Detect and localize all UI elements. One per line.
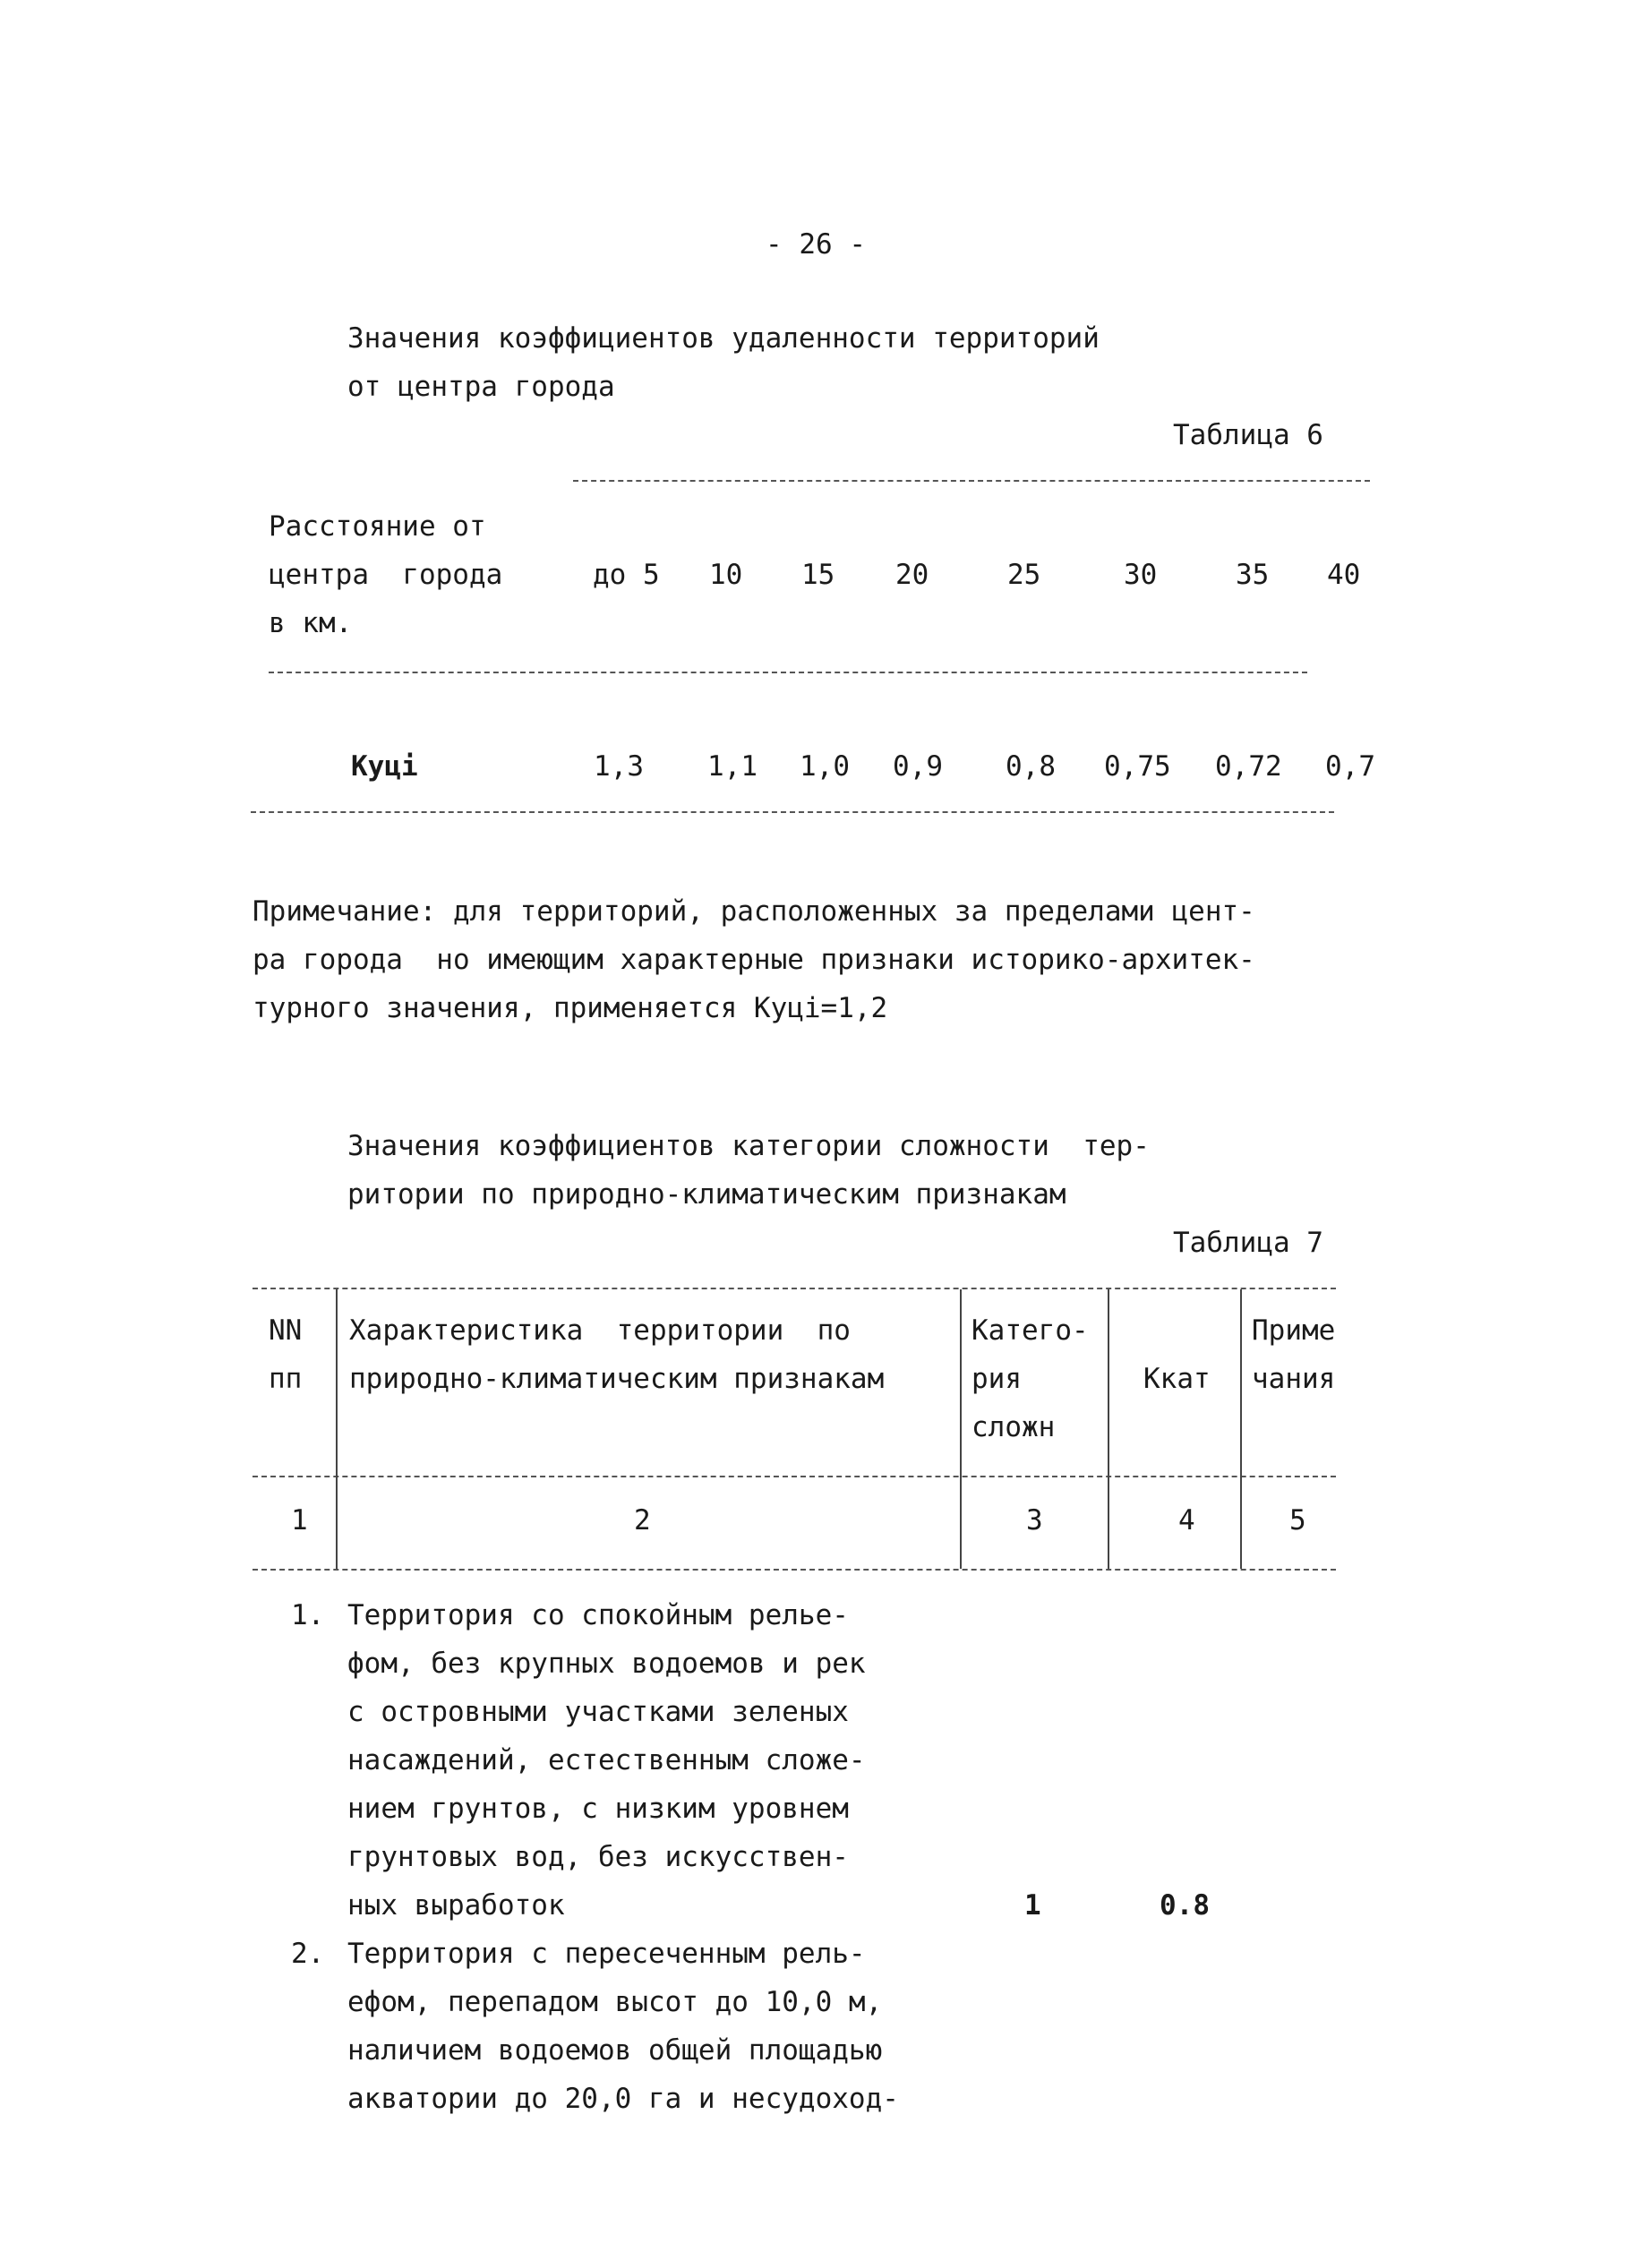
table6-value-4: 0,8	[1006, 750, 1056, 783]
table7-col2-header-2: природно-климатическим признакам	[349, 1363, 885, 1395]
table7-row1-text-6: грунтовых вод, без искусствен-	[347, 1841, 849, 1873]
table7-col-sep-2	[960, 1289, 962, 1569]
table6-value-7: 0,7	[1325, 750, 1375, 783]
table7-col-sep-3	[1108, 1289, 1109, 1569]
table7-colnum-1: 1	[291, 1504, 308, 1537]
table6-row-label: Куцi	[351, 750, 418, 783]
table6-distance-2: 15	[801, 559, 835, 591]
table7-label: Таблица 7	[1173, 1227, 1323, 1259]
table6-header-label-3: в км.	[269, 607, 353, 639]
table6-distance-3: 20	[895, 559, 929, 591]
table7-row1-text-3: с островными участками зеленых	[347, 1696, 849, 1728]
table7-row2-text-3: наличием водоемов общей площадью	[347, 2034, 883, 2067]
table6-value-2: 1,0	[800, 750, 850, 783]
table7-colnum-4: 4	[1178, 1504, 1195, 1537]
table6-header-label-2: центра города	[269, 559, 503, 591]
table7-col-sep-1	[336, 1289, 338, 1569]
table7-col3-header-2: рия	[972, 1363, 1022, 1395]
table7-col5-header-1: Приме	[1252, 1314, 1336, 1347]
table6-value-6: 0,72	[1215, 750, 1282, 783]
table7-col4-header: Ккат	[1143, 1363, 1211, 1395]
table7-top-rule	[253, 1288, 1336, 1289]
table7-col2-header-1: Характеристика территории по	[349, 1314, 851, 1347]
table6-top-rule	[573, 480, 1370, 482]
table7-colnum-2: 2	[634, 1504, 651, 1537]
table7-title-line2: ритории по природно-климатическим признакам	[347, 1178, 1066, 1211]
table6-mid-rule	[269, 672, 1307, 673]
table7-col3-header-1: Катего-	[972, 1314, 1089, 1347]
note-line2: ра города но имеющим характерные признаки историко-архитек-	[253, 944, 1255, 976]
note-line3: турного значения, применяется Куцi=1,2	[253, 992, 888, 1024]
table7-row1-text-5: нием грунтов, с низким уровнем	[347, 1793, 849, 1825]
table7-row2-text-4: акватории до 20,0 га и несудоход-	[347, 2083, 899, 2115]
table7-title-line1: Значения коэффициентов категории сложности тер-	[347, 1130, 1150, 1162]
table6-title-line1: Значения коэффициентов удаленности территорий	[347, 322, 1100, 355]
table7-row1-k: 0.8	[1160, 1889, 1210, 1922]
table6-label: Таблица 6	[1173, 419, 1323, 451]
table7-colnum-rule	[253, 1569, 1336, 1571]
note-line1: Примечание: для территорий, расположенных за пределами цент-	[253, 895, 1255, 928]
table6-title-line2: от центра города	[347, 371, 615, 403]
table7-col3-header-3: сложн	[972, 1411, 1056, 1443]
table7-row1-category: 1	[1024, 1889, 1041, 1922]
page-number: - 26 -	[766, 228, 866, 261]
table6-distance-5: 30	[1124, 559, 1158, 591]
table7-col-sep-4	[1240, 1289, 1242, 1569]
table7-row2-text-1: Территория с пересеченным рель-	[347, 1938, 866, 1970]
table7-col5-header-2: чания	[1252, 1363, 1336, 1395]
table7-row1-text-2: фом, без крупных водоемов и рек	[347, 1648, 866, 1680]
table7-header-rule	[253, 1476, 1336, 1477]
table7-colnum-5: 5	[1289, 1504, 1306, 1537]
table6-bottom-rule	[251, 811, 1334, 813]
table7-row1-num: 1.	[291, 1599, 325, 1631]
table6-distance-0: до 5	[593, 559, 660, 591]
table7-row1-text-1: Территория со спокойным релье-	[347, 1599, 849, 1631]
table6-value-1: 1,1	[707, 750, 758, 783]
table7-colnum-3: 3	[1026, 1504, 1043, 1537]
table6-distance-7: 40	[1327, 559, 1361, 591]
table6-value-0: 1,3	[594, 750, 644, 783]
table6-distance-1: 10	[709, 559, 743, 591]
table7-row2-text-2: ефом, перепадом высот до 10,0 м,	[347, 1986, 883, 2018]
table7-row2-num: 2.	[291, 1938, 325, 1970]
table7-col1-header-1: NN	[269, 1314, 303, 1347]
table7-row1-text-7: ных выработок	[347, 1889, 565, 1922]
table6-value-3: 0,9	[893, 750, 943, 783]
table7-row1-text-4: насаждений, естественным сложе-	[347, 1744, 866, 1776]
table6-distance-6: 35	[1236, 559, 1270, 591]
table6-value-5: 0,75	[1104, 750, 1171, 783]
table6-distance-4: 25	[1007, 559, 1041, 591]
table6-header-label-1: Расстояние от	[269, 510, 486, 543]
table7-col1-header-2: пп	[269, 1363, 303, 1395]
